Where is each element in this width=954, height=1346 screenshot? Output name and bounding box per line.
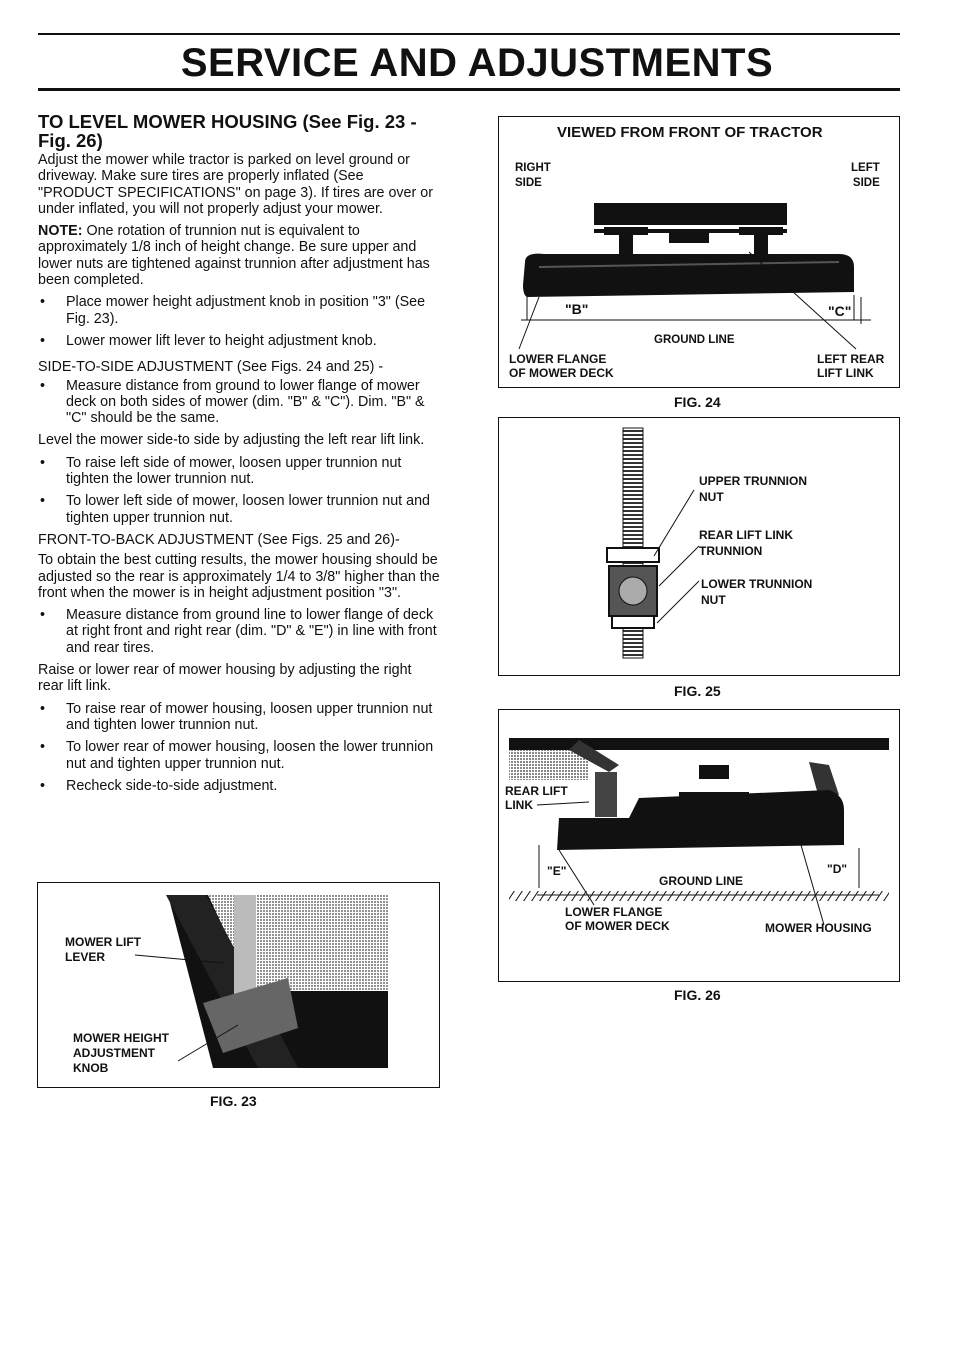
bullets-rear-adjust — [38, 701, 440, 794]
intro-paragraph: Adjust the mower while tractor is parked on level ground or driveway. Make sure tires are properly inflated (See "PRODUCT SPECIFICATIONS" on page 3). If tires are over or under inflated, you will not properly adjust your mower. — [38, 152, 433, 217]
label-left-rear-lift-link: LEFT REAR LIFT LINK — [817, 352, 885, 380]
fig24-header: VIEWED FROM FRONT OF TRACTOR — [557, 124, 823, 141]
label-right-side: RIGHT SIDE — [515, 162, 551, 189]
label-height-knob: MOWER HEIGHT ADJUSTMENT KNOB — [73, 1031, 169, 1075]
label-rear-lift-link: REAR LIFT LINK — [505, 784, 568, 812]
label-lower-flange: LOWER FLANGE OF MOWER DECK — [509, 352, 614, 380]
side-heading: SIDE-TO-SIDE ADJUSTMENT (See Figs. 24 and 25) - — [38, 359, 384, 376]
level-paragraph: Level the mower side-to side by adjusting the left rear lift link. — [38, 432, 425, 449]
label-lower-trunnion-nut: LOWER TRUNNION NUT — [701, 577, 813, 607]
caption-fig-24: FIG. 24 — [674, 394, 721, 410]
label-rear-lift-link-trunnion: REAR LIFT LINK TRUNNION — [699, 528, 793, 558]
section-heading: TO LEVEL MOWER HOUSING (See Fig. 23 - Fig. 26) — [38, 111, 417, 151]
note-label: NOTE: — [38, 223, 83, 240]
label-dim-b: "B" — [565, 301, 589, 317]
list-item: • Lower mower lift lever to height adjustment knob. — [38, 333, 440, 349]
label-dim-c: "C" — [828, 303, 852, 319]
raise-paragraph: Raise or lower rear of mower housing by adjusting the right rear lift link. — [38, 662, 412, 695]
label-mower-lift-lever: MOWER LIFT LEVER — [65, 935, 141, 964]
note-paragraph — [38, 223, 440, 288]
list-item: • Measure distance from ground line to lower flange of deck at right front and right rear (dim. "D" & "E") in line with front and rear tires. — [38, 607, 440, 656]
page-title: SERVICE AND ADJUSTMENTS — [180, 41, 774, 85]
label-mower-housing: MOWER HOUSING — [765, 921, 872, 935]
label-lower-flange: LOWER FLANGE OF MOWER DECK — [565, 905, 670, 933]
bullets-measure-side — [38, 378, 440, 427]
list-item: • To lower rear of mower housing, loosen the lower trunnion nut and tighten upper trunnion nut. — [38, 739, 440, 772]
caption-fig-25: FIG. 25 — [674, 683, 721, 699]
figure-23 — [37, 882, 440, 1088]
list-item: • To raise rear of mower housing, loosen upper trunnion nut and tighten lower trunnion nut. — [38, 701, 440, 734]
figure-25 — [498, 417, 900, 676]
figure-24 — [498, 116, 900, 388]
bullets-measure-front — [38, 607, 440, 656]
label-left-side: LEFT SIDE — [851, 162, 880, 189]
caption-fig-23: FIG. 23 — [210, 1093, 257, 1109]
list-item: • Recheck side-to-side adjustment. — [38, 778, 440, 794]
caption-fig-26: FIG. 26 — [674, 987, 721, 1003]
instructions-column — [38, 112, 440, 800]
label-upper-trunnion-nut: UPPER TRUNNION NUT — [699, 474, 808, 504]
fig26-illustration — [499, 710, 899, 981]
label-ground-line: GROUND LINE — [659, 874, 743, 888]
front-heading: FRONT-TO-BACK ADJUSTMENT (See Figs. 25 and 26)- — [38, 531, 400, 548]
label-dim-e: "E" — [547, 864, 567, 878]
list-item: • Measure distance from ground to lower flange of mower deck on both sides of mower (dim. "B" & "C"). Dim. "B" & "C" should be the same. — [38, 378, 440, 427]
label-dim-d: "D" — [827, 862, 848, 876]
list-item: • Place mower height adjustment knob in position "3" (See Fig. 23). — [38, 294, 440, 327]
list-item: • To raise left side of mower, loosen upper trunnion nut tighten the lower trunnion nut. — [38, 455, 440, 488]
list-item: • To lower left side of mower, loosen lower trunnion nut and tighten upper trunnion nut. — [38, 493, 440, 526]
bullets-setup — [38, 294, 440, 349]
bullets-side-adjust — [38, 455, 440, 526]
note-text: One rotation of trunnion nut is equivalent to approximately 1/8 inch of height change. Be sure upper and lower nuts are tightened against trunnion after adjustment has been completed. — [38, 223, 430, 289]
top-rule — [38, 33, 900, 35]
figure-26 — [498, 709, 900, 982]
front-paragraph: To obtain the best cutting results, the mower housing should be adjusted so the rear is approximately 1/4 to 3/8" higher than the front when the mower is in height adjustment position "3". — [38, 552, 440, 601]
title-underline — [38, 88, 900, 91]
label-ground-line: GROUND LINE — [654, 334, 735, 346]
